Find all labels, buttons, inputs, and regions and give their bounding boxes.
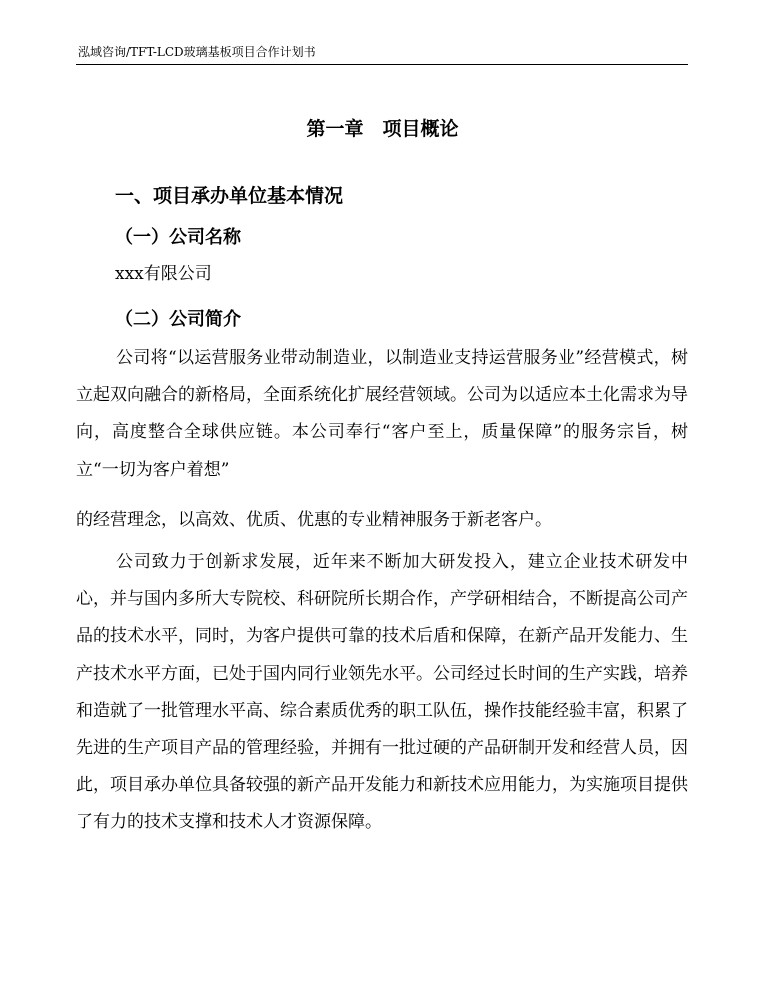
subsection-heading-company-name: （一）公司名称 (115, 227, 241, 248)
subsection-heading-company-profile: （二）公司简介 (115, 309, 241, 330)
profile-paragraph-1: 公司将“以运营服务业带动制造业，以制造业支持运营服务业”经营模式，树立起双向融合的新格局，全面系统化扩展经营领域。公司为以适应本土化需求为导向，高度整合全球供应链。本公司奉行“客户至上，质量保障”的服务宗旨，树立“一切为客户着想” (76, 348, 688, 480)
profile-paragraph-2: 公司致力于创新求发展，近年来不断加大研发投入，建立企业技术研发中心，并与国内多所大专院校、科研院所长期合作，产学研相结合，不断提高公司产品的技术水平，同时，为客户提供可靠的技术后盾和保障，在新产品开发能力、生产技术水平方面，已处于国内同行业领先水平。公司经过长时间的生产实践，培养和造就了一批管理水平高、综合素质优秀的职工队伍，操作技能经验丰富，积累了先进的生产项目产品的管理经验，并拥有一批过硬的产品研制开发和经营人员，因此，项目承办单位具备较强的新产品开发能力和新技术应用能力，为实施项目提供了有力的技术支撑和技术人才资源保障。 (76, 552, 688, 833)
section-heading: 一、项目承办单位基本情况 (115, 185, 344, 207)
header-divider (76, 64, 688, 65)
company-name-text: xxx有限公司 (115, 264, 212, 284)
chapter-title: 第一章 项目概论 (306, 118, 459, 140)
running-header: 泓域咨询/TFT-LCD玻璃基板项目合作计划书 (78, 45, 316, 59)
profile-paragraph-1-continued: 的经营理念，以高效、优质、优惠的专业精神服务于新老客户。 (76, 510, 552, 530)
